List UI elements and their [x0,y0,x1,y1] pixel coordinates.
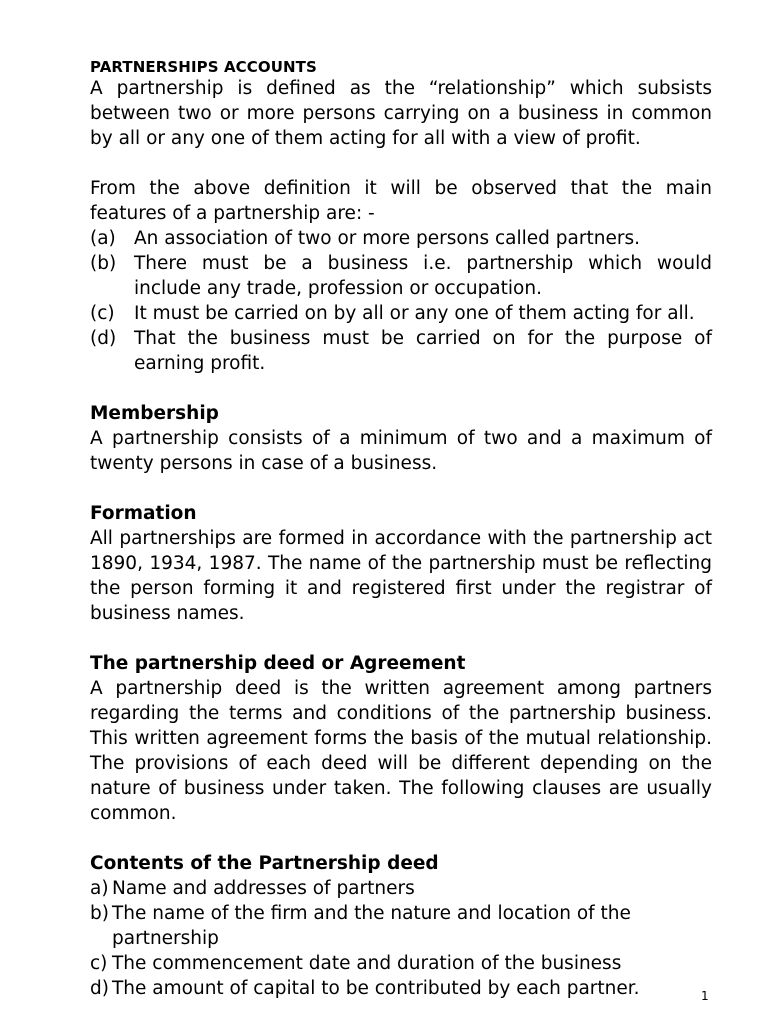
list-item-label: (d) [90,328,117,349]
membership-paragraph: A partnership consists of a minimum of two and a maximum of twenty persons in case of a business. [90,428,712,474]
list-item-label: (c) [90,303,115,324]
spacer [90,376,712,401]
list-item-label: d) [90,978,109,999]
formation-heading: Formation [90,503,197,524]
list-item [90,251,712,301]
features-list [90,226,712,376]
list-item-label: c) [90,953,108,974]
document-title: PARTNERSHIPS ACCOUNTS [90,58,317,76]
list-item-label: b) [90,903,109,924]
list-item [90,876,712,901]
list-item [90,226,712,251]
membership-heading: Membership [90,403,219,424]
spacer [90,826,712,851]
list-item-label: (b) [90,253,117,274]
list-item-text: It must be carried on by all or any one of them acting for all. [134,303,695,324]
contents-heading: Contents of the Partnership deed [90,853,439,874]
deed-heading: The partnership deed or Agreement [90,653,466,674]
list-item [90,976,712,1001]
list-item [90,951,712,976]
spacer [90,626,712,651]
list-item-text: The amount of capital to be contributed by each partner. [112,978,640,999]
list-item-text: Name and addresses of partners [112,878,415,899]
list-item-text: The commencement date and duration of the business [112,953,622,974]
features-intro-paragraph: From the above definition it will be observed that the main features of a partnership are: - [90,178,712,224]
spacer [90,151,712,176]
contents-list [90,876,712,1001]
list-item-text: An association of two or more persons called partners. [134,228,640,249]
list-item [90,901,712,951]
list-item-text: The name of the firm and the nature and location of the partnership [112,903,631,949]
list-item-label: a) [90,878,109,899]
list-item-text: There must be a business i.e. partnership which would include any trade, profession or occupation. [134,253,712,299]
list-item [90,301,712,326]
definition-paragraph: A partnership is defined as the “relationship” which subsists between two or more persons carrying on a business in common by all or any one of them acting for all with a view of profit. [90,78,712,149]
page-number: 1 [701,989,709,1003]
list-item-text: That the business must be carried on for the purpose of earning profit. [134,328,712,374]
document-page [90,56,712,1001]
list-item [90,326,712,376]
deed-paragraph: A partnership deed is the written agreement among partners regarding the terms and conditions of the partnership business. This written agreement forms the basis of the mutual relationship. The provisions of each deed will be different depending on the nature of business under taken. The following clauses are usually common. [90,678,712,824]
formation-paragraph: All partnerships are formed in accordance with the partnership act 1890, 1934, 1987. The name of the partnership must be reflecting the person forming it and registered first under the registrar of business names. [90,528,712,624]
spacer [90,476,712,501]
list-item-label: (a) [90,228,116,249]
